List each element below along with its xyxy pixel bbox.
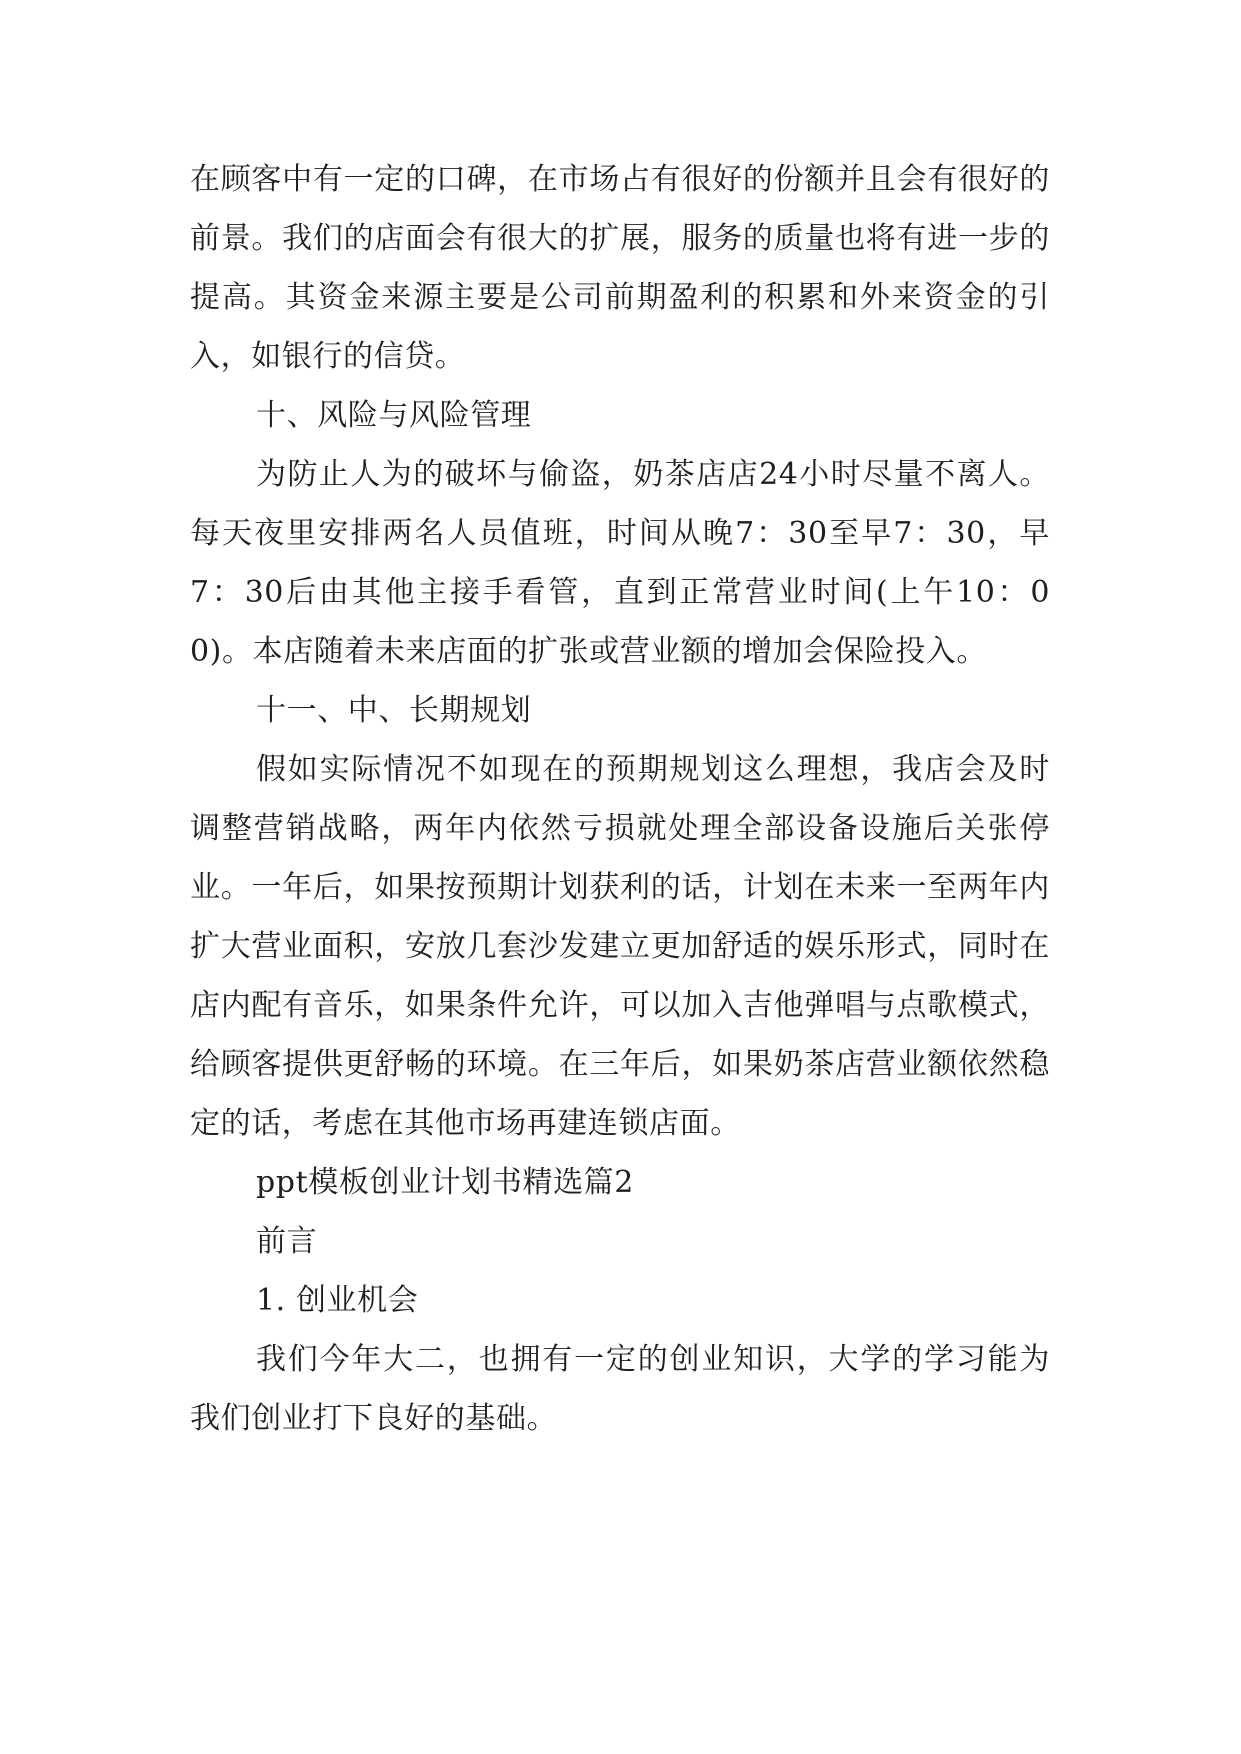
paragraph-expansion-plan: 假如实际情况不如现在的预期规划这么理想，我店会及时调整营销战略，两年内依然亏损就处理全部设备设施后关张停业。一年后，如果按预期计划获利的话，计划在未来一至两年内扩大营业面积，安放几套沙发建立更加舒适的娱乐形式，同时在店内配有音乐，如果条件允许，可以加入吉他弹唱与点歌模式，给顾客提供更舒畅的环境。在三年后，如果奶茶店营业额依然稳定的话，考虑在其他市场再建连锁店面。 [190, 752, 1050, 1141]
paragraph-security-plan: 为防止人为的破坏与偷盗，奶茶店店24小时尽量不离人。每天夜里安排两名人员值班，时间从晚7：30至早7：30，早7：30后由其他主接手看管，直到正常营业时间(上午10：00)。本店随着未来店面的扩张或营业额的增加会保险投入。 [190, 457, 1050, 669]
section-heading-risk-management: 十、风险与风险管理 [256, 398, 532, 433]
section-heading-preface: 前言 [256, 1224, 318, 1259]
paragraph-brand-outlook: 在顾客中有一定的口碑，在市场占有很好的份额并且会有很好的前景。我们的店面会有很大的扩展，服务的质量也将有进一步的提高。其资金来源主要是公司前期盈利的积累和外来资金的引入，如银行的信贷。 [190, 162, 1050, 374]
paragraph-student-background: 我们今年大二，也拥有一定的创业知识，大学的学习能为我们创业打下良好的基础。 [190, 1342, 1050, 1436]
document-body [190, 150, 1050, 1448]
section-heading-long-term-plan: 十一、中、长期规划 [256, 693, 532, 728]
section-heading-opportunity: 1. 创业机会 [256, 1283, 419, 1318]
document-subtitle: ppt模板创业计划书精选篇2 [256, 1165, 634, 1200]
